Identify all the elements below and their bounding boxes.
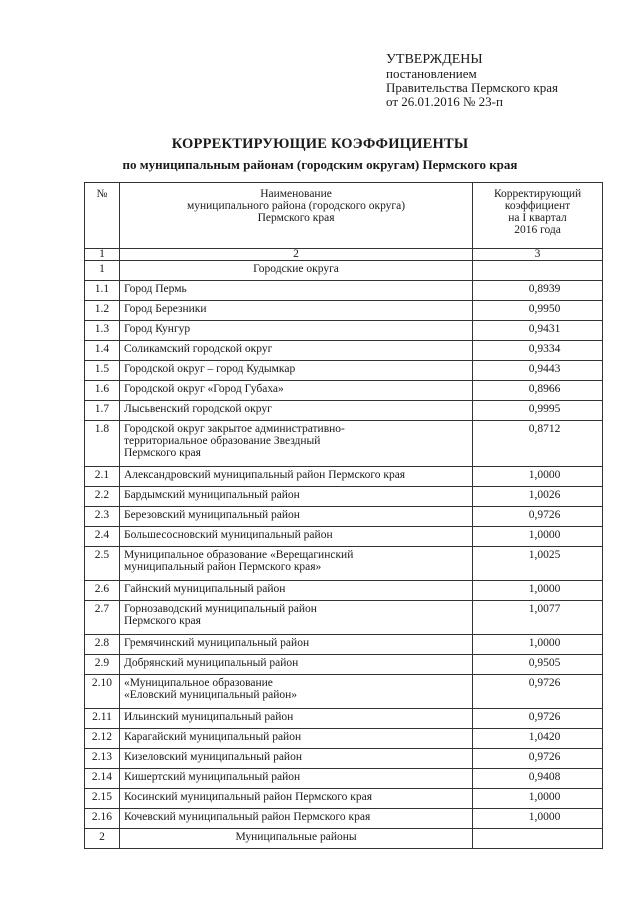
row-coefficient: 0,9505 — [473, 655, 603, 675]
row-name-line: Бардымский муниципальный район — [123, 489, 300, 501]
section-num: 2 — [85, 829, 120, 849]
row-name-line: Гремячинский муниципальный район — [123, 637, 310, 649]
row-name-line: «Еловский муниципальный район» — [123, 689, 298, 701]
section-row-city-districts — [85, 261, 603, 281]
row-name-cell — [119, 421, 472, 467]
row-coefficient: 0,9726 — [473, 507, 603, 527]
row-name-cell — [119, 527, 472, 547]
row-num: 2.8 — [85, 635, 120, 655]
section-label: Муниципальные районы — [119, 829, 472, 849]
approval-line: Правительства Пермского края — [386, 80, 558, 95]
table-row — [85, 581, 603, 601]
row-num: 1.4 — [85, 341, 120, 361]
row-coefficient: 0,8966 — [473, 381, 603, 401]
table-row — [85, 321, 603, 341]
row-coefficient: 1,0000 — [473, 527, 603, 547]
row-coefficient: 0,9443 — [473, 361, 603, 381]
table-row — [85, 401, 603, 421]
row-num: 2.6 — [85, 581, 120, 601]
row-name-cell — [119, 507, 472, 527]
row-name-cell — [119, 341, 472, 361]
approval-date: от 26.01.2016 № 23-п — [386, 94, 503, 109]
row-num: 1.1 — [85, 281, 120, 301]
table-row — [85, 421, 603, 467]
row-num: 2.14 — [85, 769, 120, 789]
row-name-line: территориальное образование Звездный — [123, 435, 321, 447]
row-name-cell — [119, 401, 472, 421]
row-num: 2.12 — [85, 729, 120, 749]
section-empty-cell — [473, 261, 603, 281]
row-coefficient: 1,0000 — [473, 809, 603, 829]
header-coef-line: 2016 года — [514, 224, 561, 236]
header-coef-line: Корректирующий — [493, 188, 582, 200]
header-num: № — [85, 183, 120, 249]
row-coefficient: 1,0000 — [473, 635, 603, 655]
row-num: 2.5 — [85, 547, 120, 581]
table-row — [85, 675, 603, 709]
row-name-line: Александровский муниципальный район Пермского края — [123, 469, 406, 481]
row-name-cell — [119, 601, 472, 635]
row-coefficient: 1,0000 — [473, 581, 603, 601]
row-name-line: Пермского края — [123, 447, 201, 459]
row-num: 2.7 — [85, 601, 120, 635]
row-name-line: Городской округ «Город Губаха» — [123, 383, 284, 395]
row-coefficient: 1,0077 — [473, 601, 603, 635]
row-name-cell — [119, 467, 472, 487]
row-name-cell — [119, 547, 472, 581]
row-name-line: Гайнский муниципальный район — [123, 583, 286, 595]
table-row — [85, 601, 603, 635]
row-name-cell — [119, 581, 472, 601]
table-row — [85, 749, 603, 769]
column-index: 1 — [85, 249, 120, 261]
row-name-line: Пермского края — [123, 615, 201, 627]
row-num: 2.16 — [85, 809, 120, 829]
row-name-line: муниципальный район Пермского края» — [123, 561, 322, 573]
table-row — [85, 507, 603, 527]
row-num: 2.2 — [85, 487, 120, 507]
document-title: КОРРЕКТИРУЮЩИЕ КОЭФФИЦИЕНТЫ — [171, 136, 469, 152]
row-name-cell — [119, 675, 472, 709]
row-num: 2.10 — [85, 675, 120, 709]
row-name-cell — [119, 635, 472, 655]
row-name-line: Ильинский муниципальный район — [123, 711, 294, 723]
row-name-line: Город Пермь — [123, 283, 187, 295]
table-row — [85, 527, 603, 547]
column-index: 2 — [119, 249, 472, 261]
section-row-municipal-districts — [85, 829, 603, 849]
table-row — [85, 635, 603, 655]
row-name-line: Горнозаводский муниципальный район — [123, 603, 317, 615]
row-coefficient: 0,9408 — [473, 769, 603, 789]
row-num: 2.3 — [85, 507, 120, 527]
table-row — [85, 301, 603, 321]
row-name-line: Лысьвенский городской округ — [123, 403, 272, 415]
table-row — [85, 281, 603, 301]
row-name-line: Муниципальное образование «Верещагинский — [123, 549, 354, 561]
row-coefficient: 0,9431 — [473, 321, 603, 341]
row-name-cell — [119, 749, 472, 769]
row-name-cell — [119, 769, 472, 789]
table-row — [85, 381, 603, 401]
approval-title: УТВЕРЖДЕНЫ — [386, 52, 483, 67]
row-num: 1.8 — [85, 421, 120, 467]
row-num: 1.7 — [85, 401, 120, 421]
row-name-line: Березовский муниципальный район — [123, 509, 300, 521]
header-coef-line: коэффициент — [504, 200, 571, 212]
header-coef — [473, 183, 603, 249]
row-name-line: Городской округ – город Кудымкар — [123, 363, 296, 375]
table-row — [85, 709, 603, 729]
row-name-cell — [119, 709, 472, 729]
row-num: 2.9 — [85, 655, 120, 675]
row-num: 2.1 — [85, 467, 120, 487]
table-row — [85, 487, 603, 507]
row-coefficient: 0,9995 — [473, 401, 603, 421]
row-coefficient: 0,9334 — [473, 341, 603, 361]
row-coefficient: 0,8939 — [473, 281, 603, 301]
row-num: 2.4 — [85, 527, 120, 547]
row-name-cell — [119, 487, 472, 507]
header-name-line: Пермского края — [257, 212, 335, 224]
row-coefficient: 0,9726 — [473, 749, 603, 769]
row-name-line: Кочевский муниципальный район Пермского края — [123, 811, 371, 823]
table-row — [85, 789, 603, 809]
row-coefficient: 0,8712 — [473, 421, 603, 467]
row-coefficient: 1,0000 — [473, 467, 603, 487]
row-coefficient: 1,0025 — [473, 547, 603, 581]
row-num: 1.3 — [85, 321, 120, 341]
row-coefficient: 0,9950 — [473, 301, 603, 321]
row-name-cell — [119, 301, 472, 321]
table-row — [85, 467, 603, 487]
approval-stamp — [386, 53, 626, 109]
document-subtitle: по муниципальным районам (городским округам) Пермского края — [122, 157, 518, 172]
row-name-cell — [119, 321, 472, 341]
row-name-cell — [119, 281, 472, 301]
row-name-line: Кишертский муниципальный район — [123, 771, 301, 783]
row-name-line: Город Березники — [123, 303, 207, 315]
table-row — [85, 341, 603, 361]
row-name-line: Косинский муниципальный район Пермского края — [123, 791, 372, 803]
row-name-line: Город Кунгур — [123, 323, 191, 335]
coefficients-table — [84, 182, 603, 849]
table-row — [85, 729, 603, 749]
row-name-line: Соликамский городской округ — [123, 343, 273, 355]
row-name-line: Городской округ закрытое административно- — [123, 423, 345, 435]
row-name-cell — [119, 655, 472, 675]
row-num: 1.6 — [85, 381, 120, 401]
row-name-line: Кизеловский муниципальный район — [123, 751, 302, 763]
section-empty-cell — [473, 829, 603, 849]
row-name-line: «Муниципальное образование — [123, 677, 273, 689]
approval-line: постановлением — [386, 66, 477, 81]
row-name-cell — [119, 729, 472, 749]
table-row — [85, 809, 603, 829]
row-name-cell — [119, 809, 472, 829]
row-coefficient: 0,9726 — [473, 675, 603, 709]
row-coefficient: 1,0026 — [473, 487, 603, 507]
row-name-cell — [119, 381, 472, 401]
row-num: 2.13 — [85, 749, 120, 769]
section-label: Городские округа — [119, 261, 472, 281]
table-row — [85, 655, 603, 675]
row-name-cell — [119, 789, 472, 809]
row-num: 2.11 — [85, 709, 120, 729]
row-num: 1.2 — [85, 301, 120, 321]
header-name-line: Наименование — [260, 188, 332, 200]
header-coef-line: на I квартал — [508, 212, 567, 224]
section-num: 1 — [85, 261, 120, 281]
table-row — [85, 547, 603, 581]
row-name-line: Карагайский муниципальный район — [123, 731, 302, 743]
row-coefficient: 0,9726 — [473, 709, 603, 729]
column-index: 3 — [473, 249, 603, 261]
row-coefficient: 1,0420 — [473, 729, 603, 749]
row-num: 2.15 — [85, 789, 120, 809]
column-index-row — [85, 249, 603, 261]
header-name — [119, 183, 472, 249]
row-name-cell — [119, 361, 472, 381]
row-num: 1.5 — [85, 361, 120, 381]
header-name-line: муниципального района (городского округа) — [186, 200, 406, 212]
table-header-row — [85, 183, 603, 249]
table-row — [85, 769, 603, 789]
row-name-line: Большесосновский муниципальный район — [123, 529, 333, 541]
table-row — [85, 361, 603, 381]
row-coefficient: 1,0000 — [473, 789, 603, 809]
row-name-line: Добрянский муниципальный район — [123, 657, 299, 669]
